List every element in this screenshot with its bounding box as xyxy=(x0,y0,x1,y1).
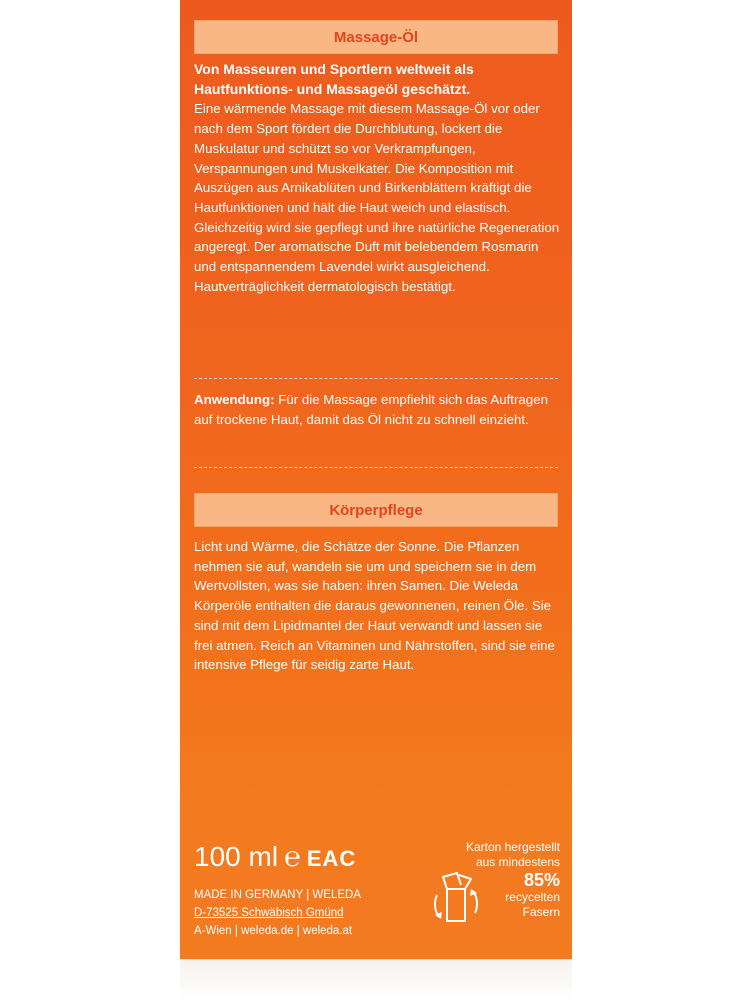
massage-oil-lead: Von Masseuren und Sportlern weltweit als Hautfunktions- und Massageöl geschätzt. xyxy=(194,61,474,97)
section-title-massage-oil: Massage-Öl xyxy=(194,20,558,54)
recycle-line-4: Fasern xyxy=(522,905,560,919)
divider xyxy=(194,467,558,468)
recycling-info xyxy=(430,840,560,920)
recycle-line-2: aus mindestens xyxy=(475,855,560,869)
address-line-1: D-73525 Schwäbisch Gmünd xyxy=(194,907,344,919)
usage-label: Anwendung: xyxy=(194,392,275,407)
section-title-body-care: Körperpflege xyxy=(194,493,558,527)
recycle-line-1: Karton hergestellt xyxy=(465,840,560,854)
made-in-line: MADE IN GERMANY | WELEDA xyxy=(194,889,361,901)
manufacturer-info xyxy=(194,886,361,940)
estimated-sign-icon: ℮ xyxy=(284,840,301,873)
address-line-2: A-Wien | weleda.de | weleda.at xyxy=(194,925,353,937)
product-box-panel xyxy=(180,0,572,1000)
body-care-description: Licht und Wärme, die Schätze der Sonne. Die Pflanzen nehmen sie auf, wandeln sie um und speichern sie in dem Wertvollsten, was sie haben: ihren Samen. Die Weleda Körperöle enthalten die daraus gewonnenen, reinen Öle. Sie sind mit dem Lipidmantel der Haut verwandt und lassen sie frei atmen. Reich an Vitaminen und Nährstoffen, sind sie eine intensive Pflege für seidig zarte Haut. xyxy=(194,539,555,673)
usage-section xyxy=(194,390,560,429)
recycle-percent: 85% xyxy=(523,870,560,890)
eac-mark-icon: EAC xyxy=(306,846,357,871)
volume-info xyxy=(194,840,356,874)
usage-text: Für die Massage empfiehlt sich das Auftragen auf trockene Haut, damit das Öl nicht zu schnell einzieht. xyxy=(194,392,548,427)
massage-oil-description: Eine wärmende Massage mit diesem Massage-Öl vor oder nach dem Sport fördert die Durchblutung, lockert die Muskulatur und schützt so vor Verkrampfungen, Verspannungen und Muskelkater. Die Komposition mit Auszügen aus Arnikablüten und Birkenblättern kräftigt die Hautfunktionen und hält die Haut weich und elastisch. Gleichzeitig wird sie gepflegt und ihre natürliche Regeneration angeregt. Der aromatische Duft mit belebendem Rosmarin und entspannendem Lavendel wirkt ausgleichend. xyxy=(194,101,560,275)
volume-value: 100 ml xyxy=(194,841,279,872)
divider xyxy=(194,378,558,379)
box-bottom-flap xyxy=(180,959,572,1000)
dermatology-note: Hautverträglichkeit dermatologisch bestätigt. xyxy=(194,278,456,294)
massage-oil-section xyxy=(194,60,560,296)
recycle-line-3: recycelten xyxy=(505,890,560,904)
